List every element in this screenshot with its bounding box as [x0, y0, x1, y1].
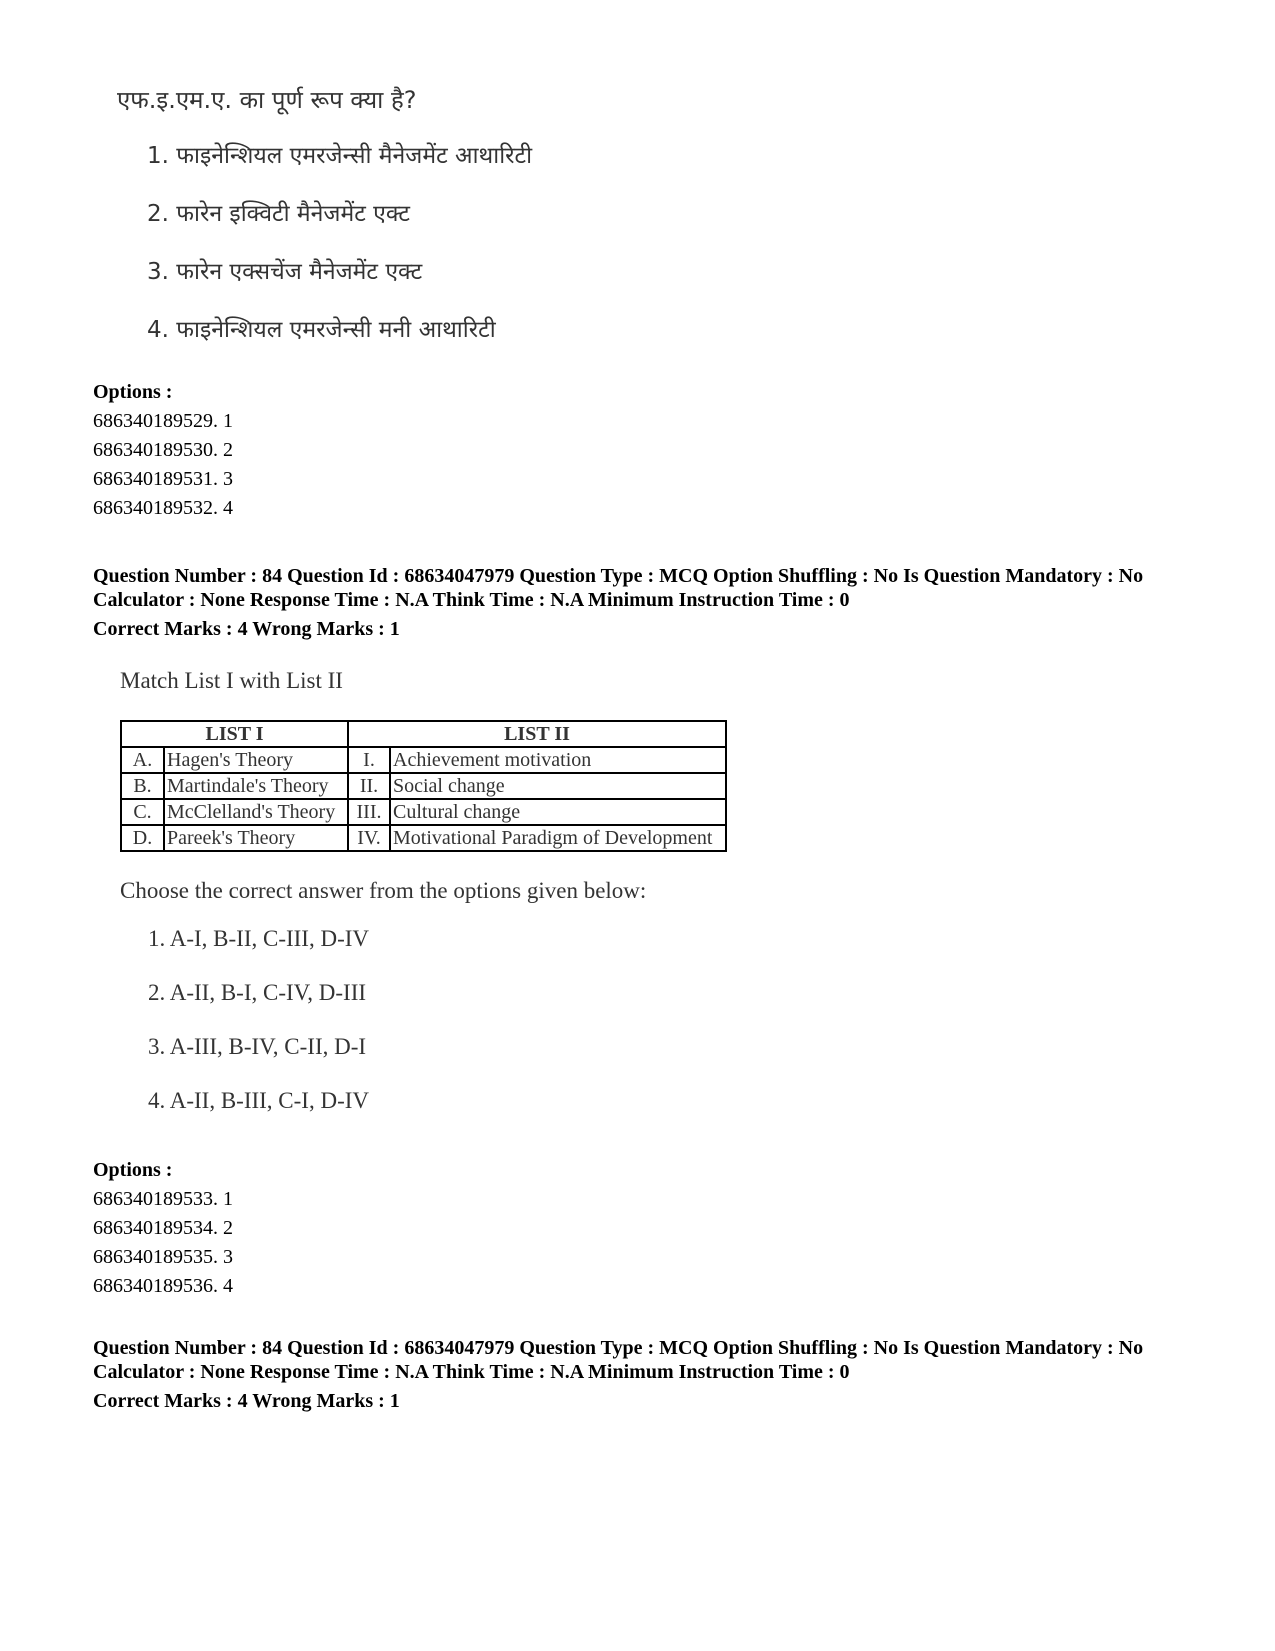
row-theory: Pareek's Theory [164, 825, 348, 851]
table-row [121, 773, 726, 799]
list-1-header: LIST I [121, 721, 348, 747]
match-table [120, 720, 727, 852]
answer-choice-4: 4. A-II, B-III, C-I, D-IV [148, 1088, 369, 1113]
row-numeral: II. [348, 773, 390, 799]
choice-1: 1. फाइनेन्शियल एमरजेन्सी मैनेजमेंट आथारिटी [147, 143, 533, 169]
marks-line: Correct Marks : 4 Wrong Marks : 1 [93, 618, 400, 640]
row-description: Cultural change [390, 799, 726, 825]
row-letter: C. [121, 799, 164, 825]
row-numeral: IV. [348, 825, 390, 851]
row-description: Achievement motivation [390, 747, 726, 773]
option-item: 686340189530. 2 [93, 439, 233, 461]
option-item: 686340189531. 3 [93, 468, 233, 490]
row-theory: McClelland's Theory [164, 799, 348, 825]
option-item: 686340189535. 3 [93, 1246, 233, 1268]
table-row [121, 799, 726, 825]
question-prompt: Choose the correct answer from the options given below: [120, 878, 647, 903]
options-list [93, 378, 233, 523]
options-heading: Options : [93, 1159, 173, 1181]
row-theory: Hagen's Theory [164, 747, 348, 773]
option-item: 686340189529. 1 [93, 410, 233, 432]
row-numeral: III. [348, 799, 390, 825]
options-heading: Options : [93, 381, 173, 403]
row-numeral: I. [348, 747, 390, 773]
question-meta-line: Question Number : 84 Question Id : 68634047979 Question Type : MCQ Option Shuffling : No Is Question Mandatory : No Calculator : None Response Time : N.A Think Time : N.A Minimum Instruction Time : 0 [93, 1337, 1144, 1383]
choice-3: 3. फारेन एक्सचेंज मैनेजमेंट एक्ट [147, 259, 423, 285]
question-84 [120, 666, 820, 1140]
previous-question [117, 82, 817, 370]
question-text: एफ.इ.एम.ए. का पूर्ण रूप क्या है? [117, 86, 417, 114]
option-item: 686340189534. 2 [93, 1217, 233, 1239]
row-description: Social change [390, 773, 726, 799]
answer-choice-3: 3. A-III, B-IV, C-II, D-I [148, 1034, 367, 1059]
row-letter: A. [121, 747, 164, 773]
options-list [93, 1156, 233, 1301]
question-meta [93, 1336, 1213, 1413]
option-item: 686340189536. 4 [93, 1275, 233, 1297]
table-header-row [121, 721, 726, 747]
row-description: Motivational Paradigm of Development [390, 825, 726, 851]
question-title: Match List I with List II [120, 668, 343, 693]
row-theory: Martindale's Theory [164, 773, 348, 799]
table-row [121, 747, 726, 773]
choice-2: 2. फारेन इक्विटी मैनेजमेंट एक्ट [147, 201, 410, 227]
option-item: 686340189532. 4 [93, 497, 233, 519]
list-2-header: LIST II [348, 721, 726, 747]
row-letter: B. [121, 773, 164, 799]
answer-choice-1: 1. A-I, B-II, C-III, D-IV [148, 926, 369, 951]
question-meta [93, 564, 1213, 641]
row-letter: D. [121, 825, 164, 851]
table-row [121, 825, 726, 851]
answer-choice-2: 2. A-II, B-I, C-IV, D-III [148, 980, 367, 1005]
question-meta-line: Question Number : 84 Question Id : 68634047979 Question Type : MCQ Option Shuffling : No Is Question Mandatory : No Calculator : None Response Time : N.A Think Time : N.A Minimum Instruction Time : 0 [93, 565, 1144, 611]
choice-4: 4. फाइनेन्शियल एमरजेन्सी मनी आथारिटी [147, 317, 496, 343]
option-item: 686340189533. 1 [93, 1188, 233, 1210]
marks-line: Correct Marks : 4 Wrong Marks : 1 [93, 1390, 400, 1412]
